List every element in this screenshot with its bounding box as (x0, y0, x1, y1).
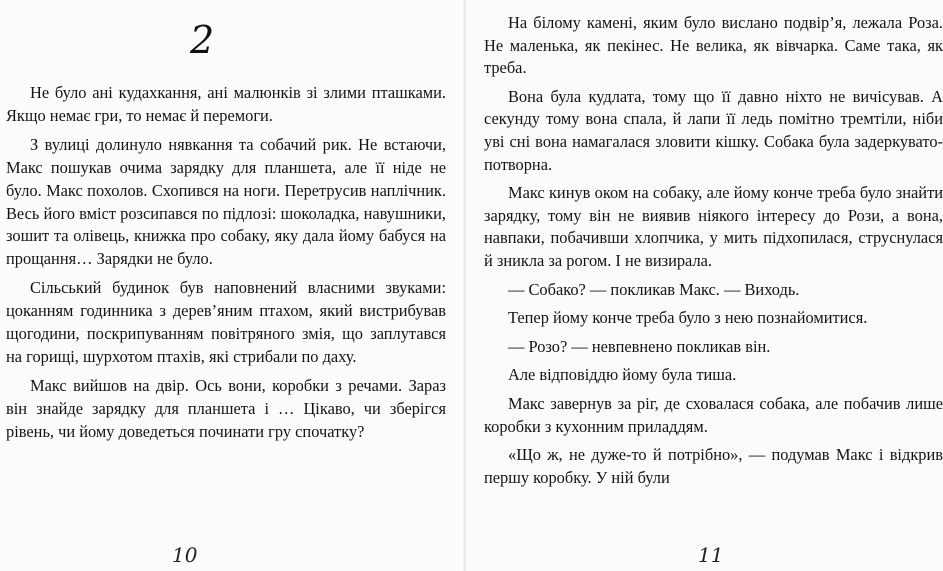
paragraph: Не було ані кудахкання, ані малюнків зі злими пташками. Якщо немає гри, то немає й перемоги. (6, 83, 446, 125)
page-number-right: 11 (698, 543, 724, 567)
paragraph: Макс кинув оком на собаку, але йому конче треба було знайти зарядку, тому він не виявив ніякого інтересу до Рози, а вона, навпаки, побачивши хлопчика, у мить підхопилася, струснулася й зникла за рогом. І не визирала. (484, 183, 943, 270)
right-page (466, 0, 943, 571)
chapter-number: 2 (190, 18, 215, 62)
paragraph: Макс вийшов на двір. Ось вони, коробки з речами. Зараз він знайде зарядку для планшета і … Цікаво, чи зберігся рівень, чи йому доведеться починати гру спочатку? (6, 375, 446, 441)
right-page-text (484, 12, 943, 489)
paragraph: На білому камені, яким було вислано подвір’я, лежала Роза. Не маленька, як пекінес. Не велика, як вівчарка. Саме така, як треба. (484, 13, 943, 78)
left-page-text (6, 82, 446, 444)
paragraph: З вулиці долинуло нявкання та собачий рик. Не встаючи, Макс пошукав очима зарядку для планшета, але її ніде не було. Макс похолов. Схопився на ноги. Перетрусив наплічник. Весь його вміст розсипався по підлозі: шоколадка, навушники, зошит та олівець, книжка про собаку, яку дала йому бабуся на прощання… Зарядки не було. (6, 134, 446, 269)
paragraph: Тепер йому конче треба було з нею познайомитися. (508, 308, 868, 328)
paragraph: Макс завернув за ріг, де сховалася собака, але побачив лише коробки з кухонним приладдям. (484, 393, 943, 436)
page-number-left: 10 (172, 543, 198, 567)
paragraph: Вона була кудлата, тому що її давно ніхто не вичісував. А секунду тому вона спала, й лапи її ледь помітно тремтіли, ніби уві сні вона намагалася зловити кішку. Собака була задеркувато-потворна. (484, 86, 943, 174)
paragraph: — Розо? — невпевнено покликав він. (508, 336, 771, 356)
paragraph: «Що ж, не дуже-то й потрібно», — подумав Макс і відкрив першу коробку. У ній були (484, 445, 943, 487)
left-page (0, 0, 466, 571)
paragraph: — Собако? — покликав Макс. — Виходь. (508, 279, 800, 299)
paragraph: Але відповіддю йому була тиша. (508, 365, 737, 385)
paragraph: Сільський будинок був наповнений власними звуками: цоканням годинника з дерев’яним птахом, який вистрибував щогодини, поскрипуванням повітряного змія, що заплутався на горищі, шурхотом птахів, які стрибали по даху. (6, 278, 446, 366)
